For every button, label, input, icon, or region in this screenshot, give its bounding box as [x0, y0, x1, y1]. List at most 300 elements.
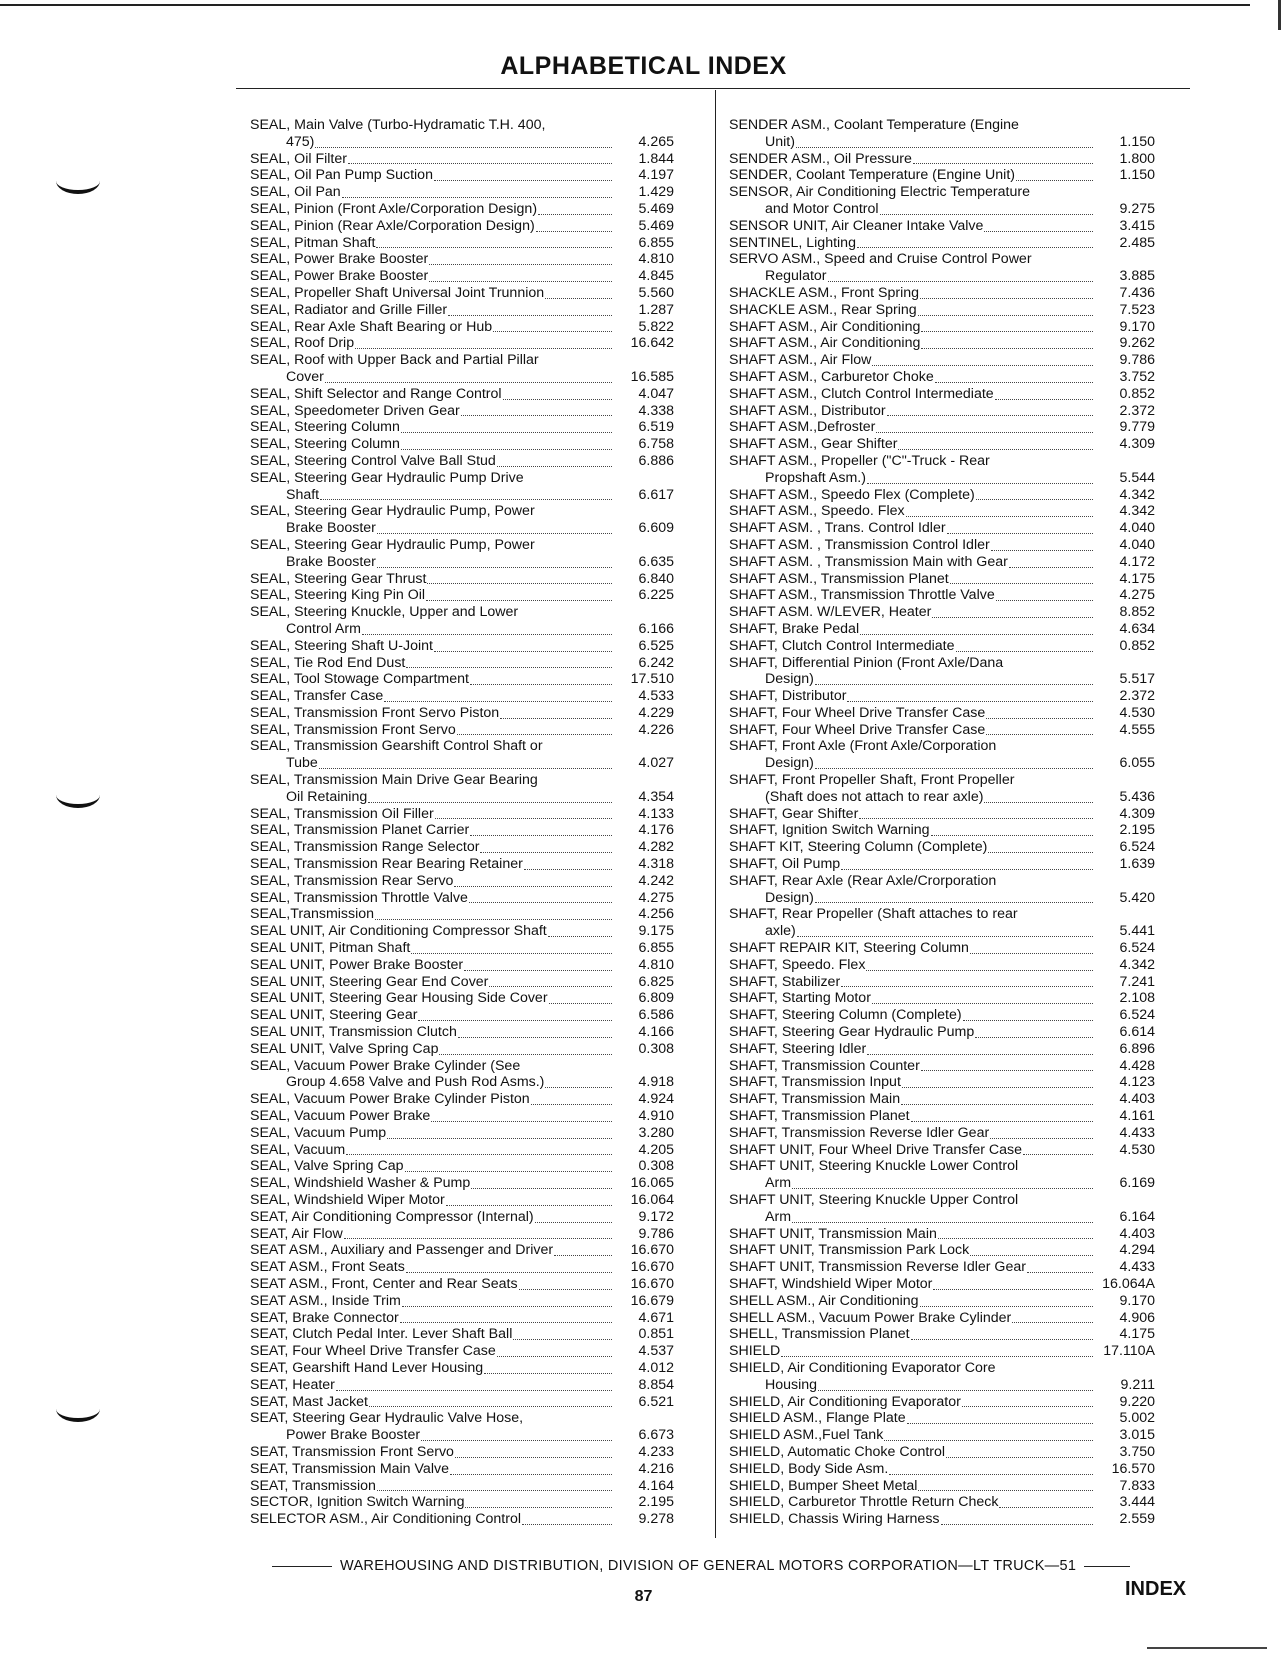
- dot-leader: [986, 718, 1093, 719]
- entry-page-ref: 9.170: [1119, 318, 1155, 335]
- dot-leader: [867, 1054, 1093, 1055]
- page-title: ALPHABETICAL INDEX: [500, 52, 787, 80]
- entry-page-ref: 1.800: [1119, 150, 1155, 167]
- entry-page-ref: 9.170: [1119, 1292, 1155, 1309]
- entry-page-ref: 8.854: [638, 1376, 674, 1393]
- entry-text: SHELL ASM., Vacuum Power Brake Cylinder: [729, 1309, 1012, 1326]
- dot-leader: [315, 147, 612, 148]
- dot-leader: [887, 415, 1093, 416]
- dot-leader: [921, 331, 1093, 332]
- entry-text: Group 4.658 Valve and Push Rod Asms.): [286, 1074, 545, 1091]
- entry-page-ref: 1.150: [1119, 133, 1155, 150]
- entry-page-ref: 4.040: [1119, 520, 1155, 537]
- entry-text: SERVO ASM., Speed and Cruise Control Power: [729, 251, 1032, 268]
- index-entry: [250, 1158, 700, 1175]
- entry-page-ref: 16.670: [630, 1242, 674, 1259]
- dot-leader: [792, 1222, 1093, 1223]
- entry-page-ref: 5.436: [1119, 788, 1155, 805]
- dot-leader: [815, 902, 1093, 903]
- entry-text: SEAT, Heater: [250, 1376, 335, 1393]
- entry-text: SEAL, Roof Drip: [250, 335, 355, 352]
- entry-page-ref: 4.342: [1119, 956, 1155, 973]
- index-entry: [250, 890, 700, 907]
- entry-text: SENSOR, Air Conditioning Electric Temperature: [729, 184, 1030, 201]
- entry-page-ref: 6.521: [638, 1393, 674, 1410]
- index-entry: [250, 1310, 700, 1327]
- entry-text: SEAL UNIT, Power Brake Booster: [250, 956, 464, 973]
- entry-text: SEAT ASM., Front Seats: [250, 1259, 405, 1276]
- index-entry: [729, 1494, 1184, 1511]
- index-entry: [250, 1494, 700, 1511]
- entry-text: SEAL,Transmission: [250, 906, 375, 923]
- dot-leader: [429, 264, 612, 265]
- entry-page-ref: 7.436: [1119, 284, 1155, 301]
- entry-page-ref: 16.670: [630, 1259, 674, 1276]
- dot-leader: [427, 583, 612, 584]
- index-entry: [250, 352, 700, 369]
- index-column-left: [250, 117, 700, 1528]
- index-entry: [250, 453, 700, 470]
- entry-page-ref: 5.544: [1119, 469, 1155, 486]
- entry-text: SEAL, Pinion (Rear Axle/Corporation Design): [250, 217, 535, 234]
- dot-leader: [545, 298, 612, 299]
- dot-leader: [884, 1440, 1093, 1441]
- index-entry: [250, 806, 700, 823]
- entry-text: SEAT, Air Flow: [250, 1225, 343, 1242]
- entry-text: SHAFT UNIT, Transmission Main: [729, 1225, 937, 1242]
- entry-text: SEAL, Transmission Front Servo: [250, 721, 456, 738]
- entry-text: SEAT, Transmission: [250, 1477, 376, 1494]
- index-entry: [250, 436, 700, 453]
- entry-text: SHAFT, Stabilizer: [729, 973, 841, 990]
- index-entry: [729, 738, 1184, 755]
- index-entry: [729, 419, 1184, 436]
- index-entry: [729, 537, 1184, 554]
- entry-text: SHIELD, Chassis Wiring Harness: [729, 1511, 940, 1528]
- entry-text: SHAFT ASM., Gear Shifter: [729, 436, 898, 453]
- index-entry: [729, 235, 1184, 252]
- index-entry: [250, 722, 700, 739]
- dot-leader: [536, 231, 612, 232]
- entry-text: Unit): [765, 133, 795, 150]
- entry-text: SEAL UNIT, Steering Gear End Cover: [250, 973, 489, 990]
- entry-text: SHIELD ASM., Flange Plate: [729, 1410, 906, 1427]
- entry-page-ref: 3.885: [1119, 268, 1155, 285]
- entry-page-ref: 6.825: [638, 973, 674, 990]
- column-divider: [715, 90, 716, 1538]
- dot-leader: [872, 1003, 1093, 1004]
- entry-text: SEAL, Power Brake Booster: [250, 268, 429, 285]
- entry-text: Propshaft Asm.): [765, 469, 866, 486]
- entry-text: SEAL, Steering Column: [250, 436, 400, 453]
- entry-text: SHAFT UNIT, Four Wheel Drive Transfer Case: [729, 1141, 1023, 1158]
- dot-leader: [471, 1188, 612, 1189]
- index-entry: [250, 302, 700, 319]
- entry-text: SENDER ASM., Oil Pressure: [729, 150, 912, 167]
- index-entry: [729, 957, 1184, 974]
- entry-page-ref: 7.833: [1119, 1477, 1155, 1494]
- dot-leader: [1027, 1272, 1093, 1273]
- entry-page-ref: 6.055: [1119, 755, 1155, 772]
- dot-leader: [377, 567, 612, 568]
- dot-leader: [549, 1003, 612, 1004]
- dot-leader: [319, 768, 612, 769]
- entry-text: SHAFT, Clutch Control Intermediate: [729, 637, 955, 654]
- index-entry: [250, 1377, 700, 1394]
- entry-text: Brake Booster: [286, 520, 376, 537]
- entry-text: SEAL, Vacuum Pump: [250, 1124, 387, 1141]
- index-entry: [250, 1427, 700, 1444]
- index-entry: [729, 587, 1184, 604]
- entry-page-ref: 2.372: [1119, 688, 1155, 705]
- dot-leader: [446, 1205, 612, 1206]
- entry-page-ref: 4.403: [1119, 1225, 1155, 1242]
- entry-text: SEAL, Windshield Washer & Pump: [250, 1175, 471, 1192]
- entry-page-ref: 4.226: [638, 721, 674, 738]
- index-entry: [729, 1276, 1184, 1293]
- index-entry: [250, 1108, 700, 1125]
- entry-text: SHAFT REPAIR KIT, Steering Column: [729, 940, 969, 957]
- entry-text: Shaft: [286, 486, 320, 503]
- dot-leader: [860, 634, 1093, 635]
- entry-page-ref: 9.211: [1120, 1376, 1155, 1393]
- entry-text: SENDER, Coolant Temperature (Engine Unit): [729, 167, 1015, 184]
- entry-page-ref: 6.519: [638, 419, 674, 436]
- entry-page-ref: 5.560: [638, 284, 674, 301]
- entry-text: SHAFT ASM., Clutch Control Intermediate: [729, 385, 994, 402]
- entry-page-ref: 0.852: [1119, 385, 1155, 402]
- index-entry: [250, 268, 700, 285]
- dot-leader: [421, 1440, 612, 1441]
- index-entry: [250, 369, 700, 386]
- entry-text: SEAL, Windshield Wiper Motor: [250, 1192, 445, 1208]
- dot-leader: [484, 1373, 612, 1374]
- entry-text: SEAT, Steering Gear Hydraulic Valve Hose,: [250, 1410, 524, 1427]
- entry-text: SEAL, Oil Pan Pump Suction: [250, 167, 433, 184]
- dot-leader: [857, 247, 1093, 248]
- entry-page-ref: 4.810: [638, 251, 674, 268]
- entry-text: Oil Retaining: [286, 788, 368, 805]
- entry-text: SEAL UNIT, Steering Gear Housing Side Cover: [250, 990, 548, 1007]
- index-entry: [250, 621, 700, 638]
- entry-text: SEAL, Oil Pan: [250, 184, 341, 201]
- entry-page-ref: 3.752: [1119, 368, 1155, 385]
- entry-page-ref: 6.609: [638, 520, 674, 537]
- index-entry: [250, 957, 700, 974]
- entry-text: Tube: [286, 755, 318, 772]
- entry-page-ref: 0.308: [638, 1158, 674, 1175]
- index-entry: [250, 403, 700, 420]
- entry-page-ref: 7.523: [1119, 301, 1155, 318]
- entry-page-ref: 6.164: [1119, 1208, 1155, 1225]
- entry-page-ref: 2.559: [1119, 1511, 1155, 1528]
- index-entry: [729, 335, 1184, 352]
- dot-leader: [401, 432, 612, 433]
- entry-page-ref: 9.786: [638, 1225, 674, 1242]
- entry-text: SEAL, Transmission Throttle Valve: [250, 889, 468, 906]
- dot-leader: [907, 1423, 1093, 1424]
- entry-text: (Shaft does not attach to rear axle): [765, 788, 984, 805]
- dot-leader: [493, 331, 612, 332]
- entry-text: SHAFT, Transmission Counter: [729, 1057, 920, 1074]
- dot-leader: [497, 1356, 612, 1357]
- entry-page-ref: 9.172: [638, 1208, 674, 1225]
- section-label: INDEX: [1125, 1578, 1187, 1600]
- entry-page-ref: 4.537: [638, 1343, 674, 1360]
- entry-text: SHAFT ASM. , Transmission Main with Gear: [729, 553, 1008, 570]
- index-entry: [250, 638, 700, 655]
- entry-page-ref: 5.822: [638, 318, 674, 335]
- index-entry: [729, 839, 1184, 856]
- index-entry: [250, 1041, 700, 1058]
- entry-text: Design): [765, 755, 814, 772]
- index-entry: [729, 1192, 1184, 1209]
- dot-leader: [841, 869, 1093, 870]
- entry-page-ref: 1.844: [638, 150, 674, 167]
- entry-page-ref: 17.510: [630, 671, 674, 688]
- entry-page-ref: 9.275: [1119, 200, 1155, 217]
- dot-leader: [932, 617, 1093, 618]
- entry-text: SHAFT, Four Wheel Drive Transfer Case: [729, 721, 986, 738]
- entry-page-ref: 4.910: [638, 1108, 674, 1125]
- entry-page-ref: 16.064: [630, 1192, 674, 1208]
- dot-leader: [464, 970, 612, 971]
- entry-text: SEAL, Vacuum Power Brake Cylinder (See: [250, 1057, 521, 1074]
- entry-text: SEAL, Speedometer Driven Gear: [250, 402, 460, 419]
- dot-leader: [411, 953, 612, 954]
- top-border-line: [0, 4, 1250, 6]
- index-entry: [250, 335, 700, 352]
- entry-text: SHAFT ASM., Speedo Flex (Complete): [729, 486, 975, 503]
- index-entry: [729, 520, 1184, 537]
- entry-text: SEAL, Vacuum Power Brake: [250, 1108, 431, 1125]
- entry-text: SEAL, Rear Axle Shaft Bearing or Hub: [250, 318, 493, 335]
- dot-leader: [524, 869, 612, 870]
- index-entry: [729, 503, 1184, 520]
- entry-text: SHIELD, Air Conditioning Evaporator Core: [729, 1359, 996, 1376]
- entry-text: SEAL, Steering Gear Hydraulic Pump Drive: [250, 469, 524, 486]
- dot-leader: [828, 281, 1093, 282]
- dot-leader: [911, 1339, 1093, 1340]
- index-entry: [250, 1242, 700, 1259]
- entry-page-ref: 6.242: [638, 654, 674, 671]
- entry-page-ref: 4.229: [638, 704, 674, 721]
- entry-text: Design): [765, 889, 814, 906]
- dot-leader: [941, 1524, 1093, 1525]
- index-entry: [250, 705, 700, 722]
- dot-leader: [901, 1104, 1093, 1105]
- entry-text: SEAL, Vacuum: [250, 1141, 346, 1158]
- entry-text: SEAL, Main Valve (Turbo-Hydramatic T.H. 400,: [250, 117, 546, 133]
- entry-text: SEAT, Transmission Front Servo: [250, 1443, 454, 1460]
- entry-text: SHAFT, Transmission Planet: [729, 1108, 910, 1125]
- dot-leader: [368, 802, 612, 803]
- index-entry: [729, 1478, 1184, 1495]
- entry-text: SHAFT ASM. , Transmission Control Idler: [729, 536, 990, 553]
- dot-leader: [531, 1104, 612, 1105]
- index-entry: [729, 705, 1184, 722]
- dot-leader: [1012, 1322, 1093, 1323]
- dot-leader: [999, 1507, 1093, 1508]
- index-entry: [250, 940, 700, 957]
- entry-page-ref: 1.287: [638, 301, 674, 318]
- entry-page-ref: 4.671: [638, 1309, 674, 1326]
- index-entry: [729, 621, 1184, 638]
- dot-leader: [375, 919, 612, 920]
- dot-leader: [1009, 567, 1093, 568]
- index-entry: [729, 151, 1184, 168]
- entry-page-ref: 4.216: [638, 1460, 674, 1477]
- footer-text: WAREHOUSING AND DISTRIBUTION, DIVISION OF GENERAL MOTORS CORPORATION—LT TRUCK—51: [340, 1558, 1077, 1574]
- index-entry: [729, 1326, 1184, 1343]
- index-entry: [729, 453, 1184, 470]
- index-entry: [729, 251, 1184, 268]
- page-number: 87: [634, 1588, 653, 1605]
- punch-hole-mark: [56, 1396, 100, 1422]
- dot-leader: [996, 600, 1093, 601]
- index-entry: [729, 671, 1184, 688]
- entry-text: SHAFT ASM., Speedo. Flex: [729, 503, 905, 520]
- entry-text: SEAT, Four Wheel Drive Transfer Case: [250, 1343, 496, 1360]
- dot-leader: [348, 163, 612, 164]
- entry-page-ref: 4.265: [638, 133, 674, 150]
- entry-text: SHACKLE ASM., Front Spring: [729, 284, 920, 301]
- dot-leader: [461, 415, 612, 416]
- entry-text: SEAL, Steering Shaft U-Joint: [250, 637, 433, 654]
- dot-leader: [866, 970, 1093, 971]
- entry-text: SHAFT ASM., Transmission Planet: [729, 570, 949, 587]
- entry-page-ref: 4.176: [638, 822, 674, 839]
- dot-leader: [935, 382, 1093, 383]
- entry-page-ref: 4.309: [1119, 436, 1155, 453]
- index-entry: [250, 990, 700, 1007]
- entry-text: SHAFT, Rear Propeller (Shaft attaches to rear: [729, 906, 1018, 923]
- dot-leader: [815, 768, 1093, 769]
- entry-text: SHAFT ASM.,Defroster: [729, 419, 876, 436]
- entry-text: SHAFT, Front Axle (Front Axle/Corporation: [729, 738, 997, 755]
- index-entry: [729, 655, 1184, 672]
- dot-leader: [402, 1306, 612, 1307]
- index-entry: [250, 1058, 700, 1075]
- entry-page-ref: 6.855: [638, 234, 674, 251]
- index-entry: [729, 1175, 1184, 1192]
- entry-text: axle): [765, 923, 796, 940]
- index-entry: [729, 470, 1184, 487]
- entry-page-ref: 4.256: [638, 906, 674, 923]
- index-entry: [250, 1209, 700, 1226]
- dot-leader: [792, 1188, 1093, 1189]
- dot-leader: [470, 684, 612, 685]
- entry-page-ref: 4.275: [1119, 587, 1155, 604]
- index-entry: [250, 235, 700, 252]
- entry-page-ref: 6.225: [638, 587, 674, 604]
- index-entry: [729, 1293, 1184, 1310]
- entry-text: Housing: [765, 1376, 818, 1393]
- entry-page-ref: 4.342: [1119, 503, 1155, 520]
- entry-page-ref: 6.635: [638, 553, 674, 570]
- dot-leader: [522, 1524, 612, 1525]
- index-entry: [250, 839, 700, 856]
- entry-page-ref: 9.220: [1119, 1393, 1155, 1410]
- index-entry: [250, 167, 700, 184]
- entry-page-ref: 3.280: [638, 1124, 674, 1141]
- entry-page-ref: 4.294: [1119, 1242, 1155, 1259]
- entry-page-ref: 16.570: [1111, 1460, 1155, 1477]
- entry-page-ref: 4.123: [1119, 1074, 1155, 1091]
- index-entry: [250, 1276, 700, 1293]
- dot-leader: [418, 1020, 612, 1021]
- entry-page-ref: 2.195: [638, 1494, 674, 1511]
- index-entry: [729, 1259, 1184, 1276]
- entry-text: Cover: [286, 368, 324, 385]
- dot-leader: [933, 1289, 1093, 1290]
- index-entry: [250, 319, 700, 336]
- entry-text: SHAFT KIT, Steering Column (Complete): [729, 839, 988, 856]
- index-entry: [729, 890, 1184, 907]
- entry-page-ref: 0.308: [638, 1040, 674, 1057]
- index-entry: [250, 1226, 700, 1243]
- dot-leader: [458, 1037, 612, 1038]
- dot-leader: [796, 147, 1093, 148]
- dot-leader: [519, 1289, 612, 1290]
- dot-leader: [450, 1474, 612, 1475]
- index-entry: [729, 688, 1184, 705]
- dot-leader: [991, 550, 1093, 551]
- entry-page-ref: 3.015: [1119, 1427, 1155, 1444]
- entry-text: SEAT ASM., Inside Trim: [250, 1292, 401, 1309]
- entry-text: SEAL, Shift Selector and Range Control: [250, 385, 502, 402]
- entry-text: SEAL, Steering Control Valve Ball Stud: [250, 452, 496, 469]
- index-entry: [250, 470, 700, 487]
- index-entry: [729, 772, 1184, 789]
- entry-page-ref: 9.278: [638, 1511, 674, 1528]
- entry-text: SEAL, Tool Stowage Compartment: [250, 671, 469, 688]
- entry-page-ref: 1.639: [1119, 856, 1155, 873]
- entry-text: SHAFT ASM., Air Flow: [729, 352, 872, 369]
- entry-page-ref: 5.002: [1119, 1410, 1155, 1427]
- dot-leader: [872, 365, 1093, 366]
- dot-leader: [867, 483, 1093, 484]
- index-entry: [250, 587, 700, 604]
- entry-text: SEAL, Vacuum Power Brake Cylinder Piston: [250, 1091, 530, 1108]
- index-entry: [729, 722, 1184, 739]
- entry-text: SHIELD, Air Conditioning Evaporator: [729, 1393, 961, 1410]
- entry-text: SHAFT UNIT, Transmission Park Lock: [729, 1242, 970, 1259]
- entry-page-ref: 4.354: [638, 788, 674, 805]
- entry-text: SEAL, Steering Gear Thrust: [250, 570, 427, 587]
- dot-leader: [429, 281, 612, 282]
- scan-artifact: [1147, 1647, 1267, 1649]
- entry-text: SEAL, Steering Gear Hydraulic Pump, Power: [250, 503, 535, 520]
- entry-page-ref: 4.403: [1119, 1091, 1155, 1108]
- dot-leader: [963, 1020, 1093, 1021]
- entry-text: SEAT, Transmission Main Valve: [250, 1460, 449, 1477]
- entry-page-ref: 16.670: [630, 1275, 674, 1292]
- entry-text: SHAFT, Windshield Wiper Motor: [729, 1275, 933, 1292]
- dot-leader: [918, 1490, 1093, 1491]
- entry-text: SEAL, Valve Spring Cap: [250, 1158, 404, 1175]
- dot-leader: [548, 936, 612, 937]
- index-entry: [729, 1091, 1184, 1108]
- entry-page-ref: 16.065: [630, 1175, 674, 1192]
- dot-leader: [938, 1238, 1093, 1239]
- entry-text: SECTOR, Ignition Switch Warning: [250, 1494, 465, 1511]
- entry-text: SHAFT, Steering Idler: [729, 1040, 867, 1057]
- punch-hole-mark: [56, 782, 100, 808]
- index-entry: [250, 822, 700, 839]
- index-entry: [729, 940, 1184, 957]
- entry-page-ref: 0.851: [638, 1326, 674, 1343]
